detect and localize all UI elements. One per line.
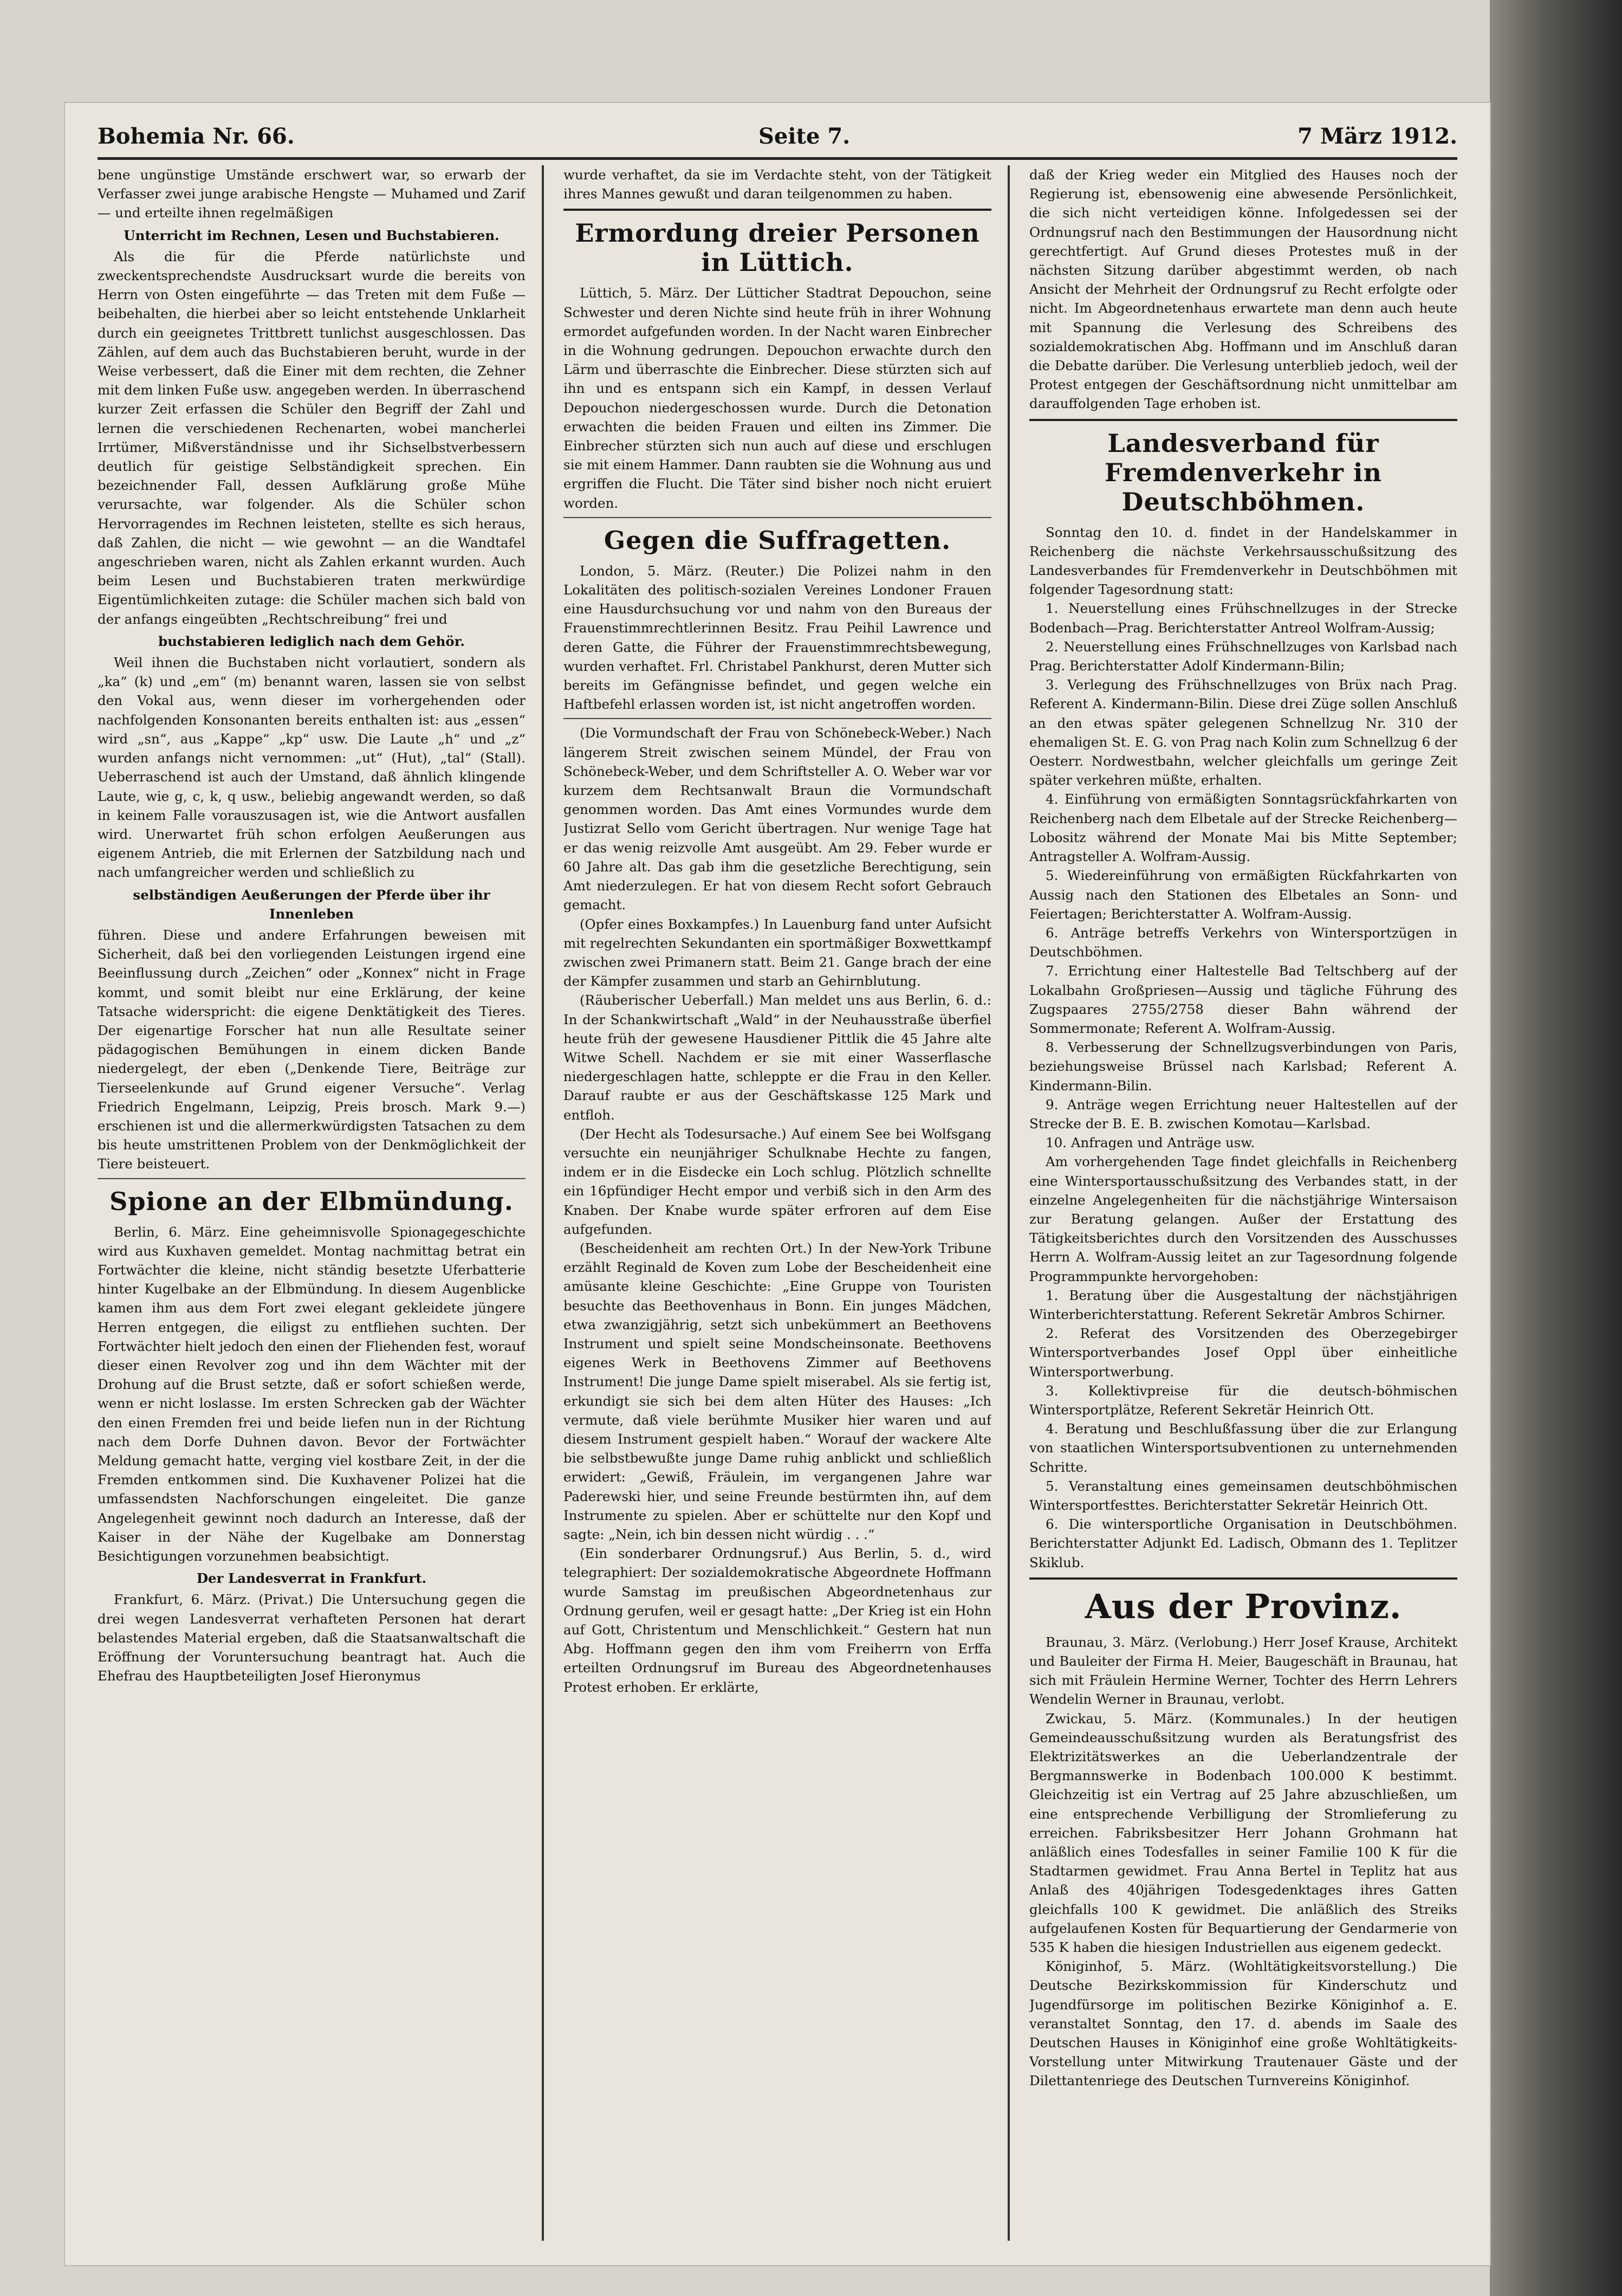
agenda-list [1029, 1286, 1457, 1572]
column-3 [1029, 165, 1457, 2241]
article-text: wurde verhaftet, da sie im Verdachte steht, von der Tätigkeit ihres Mannes gewußt und daran teilgenommen zu haben. [563, 167, 991, 202]
article-text: (Opfer eines Boxkampfes.) In Lauenburg fand unter Aufsicht mit regelrechten Sekundanten ein sportmäßiger Boxwettkampf zwischen zwei Primanern statt. Beim 21. Gange brach der eine der Kämpfer zusammen und starb an Gehirnblutung. [563, 916, 991, 989]
agenda-item: 8. Verbesserung der Schnellzugsverbindungen von Paris, beziehungsweise Brüssel nach Karlsbad; Referent A. Kindermann-Bilin. [1029, 1039, 1457, 1094]
masthead-issue: Bohemia Nr. 66. [98, 124, 295, 149]
article-text: Weil ihnen die Buchstaben nicht vorlautiert, sondern als „ka“ (k) und „em“ (m) benannt waren, lassen sie von selbst den Vokal aus, wenn dieser im vorhergehenden oder nachfolgenden Konsonanten bereits enthalten ist: aus „essen“ wird „sn“, aus „Kappe“ „kp“ usw. Die Laute „h“ und „z“ wurden anfangs nicht vernommen: „ut“ (Hut), „tal“ (Stall). Ueberraschend ist auch der Umstand, daß ähnlich klingende Laute, wie g, c, k, q usw., beliebig angewandt werden, so daß in keinem Falle vorauszusagen ist, wie die Antwort ausfallen wird. Unerwartet früh schon erfolgen Aeußerungen aus eigenem Antrieb, die mit Erlernen der Satzbildung nach und nach umfangreicher werden und schließlich zu [98, 655, 525, 881]
divider [1029, 1577, 1457, 1580]
column-1 [98, 165, 525, 2241]
subheading: Der Landesverrat in Frankfurt. [196, 1570, 427, 1587]
subheading: Unterricht im Rechnen, Lesen und Buchstabieren. [124, 227, 499, 243]
agenda-item: 4. Einführung von ermäßigten Sonntagsrückfahrkarten von Reichenberg nach dem Elbetale auf der Strecke Reichenberg—Lobositz während der Monate Mai bis Mitte September; Antragsteller A. Wolfram-Aussig. [1029, 791, 1457, 865]
agenda-item: 2. Referat des Vorsitzenden des Oberzegebirger Wintersportverbandes Josef Oppl über einheitliche Wintersportwerbung. [1029, 1325, 1457, 1380]
agenda-item: 9. Anträge wegen Errichtung neuer Haltestellen auf der Strecke der B. E. B. zwischen Komotau—Karlsbad. [1029, 1096, 1457, 1131]
article-text: Am vorhergehenden Tage findet gleichfalls in Reichenberg eine Wintersportausschußsitzung des Verbandes statt, in der einzelne Angelegenheiten für die nächstjährige Wintersaison zur Beratung gelangen. Außer der Erstattung des Tätigkeitsberichtes durch den Vorsitzenden des Ausschusses Herrn A. Wolfram-Aussig leitet an zur Tagesordnung folgende Programmpunkte hervorgehoben: [1029, 1154, 1457, 1284]
agenda-item: 7. Errichtung einer Haltestelle Bad Teltschberg auf der Lokalbahn Großpriesen—Aussig und tägliche Führung des Zugspaares 2755/2758 dieser Bahn während der Sommermonate; Referent A. Wolfram-Aussig. [1029, 963, 1457, 1036]
column-rule [1008, 165, 1010, 2241]
subheading: buchstabieren lediglich nach dem Gehör. [158, 633, 465, 649]
divider [98, 1178, 525, 1179]
article-text: Als die für die Pferde natürlichste und zweckentsprechendste Ausdrucksart wurde die bereits von Herrn von Osten eingeführte — das Treten mit dem Fuße — beibehalten, die hierbei aber so leicht entstehende Unklarheit durch ein geeignetes Trittbrett tunlichst ausgeschlossen. Das Zählen, auf dem auch das Buchstabieren beruht, wurde in der Weise verbessert, daß die Einer mit dem rechten, die Zehner mit dem linken Fuße usw. angegeben werden. In überraschend kurzer Zeit erfassen die Schüler den Begriff der Zahl und lernen die verschiedenen Rechenarten, wobei mancherlei Irrtümer, Mißverständnisse und ihr Sichselbstverbessern deutlich für geistige Selbständigkeit sprechen. Ein bezeichnender Fall, dessen Aufklärung große Mühe verursachte, war folgender. Als die Schüler schon Hervorragendes im Rechnen leisteten, stellte es sich heraus, daß Zahlen, die nicht — wie gewohnt — an die Wandtafel angeschrieben waren, nicht als Zahlen erkannt wurden. Auch beim Lesen und Buchstabieren traten merkwürdige Eigentümlichkeiten zutage: die Schüler machen sich bald von der anfangs eingeübten „Rechtschreibung“ frei und [98, 248, 525, 627]
article-headline: Ermordung dreier Personen in Lüttich. [575, 218, 980, 277]
agenda-item: 6. Anträge betreffs Verkehrs von Wintersportzügen in Deutschböhmen. [1029, 924, 1457, 960]
article-text: bene ungünstige Umstände erschwert war, so erwarb der Verfasser zwei junge arabische Hengste — Muhamed und Zarif — und erteilte ihnen regelmäßigen [98, 167, 525, 221]
article-text: (Der Hecht als Todesursache.) Auf einem See bei Wolfsgang versuchte ein neunjähriger Schulknabe Hechte zu fangen, indem er in die Eisdecke ein Loch schlug. Plötzlich schnellte ein 16pfündiger Hecht empor und verbiß sich in den Arm des Knaben. Der Knabe wurde später erfroren auf dem Eise aufgefunden. [563, 1126, 991, 1237]
article-text: Sonntag den 10. d. findet in der Handelskammer in Reichenberg die nächste Verkehrsausschußsitzung des Landesverbandes für Fremdenverkehr in Deutschböhmen mit folgender Tagesordnung statt: [1029, 524, 1457, 598]
page-number: Seite 7. [758, 124, 851, 149]
article-text: Lüttich, 5. März. Der Lütticher Stadtrat Depouchon, seine Schwester und deren Nichte sind heute früh in ihrer Wohnung ermordet aufgefunden worden. In der Nacht waren Einbrecher in die Wohnung gedrungen. Depouchon erwachte durch den Lärm und überraschte die Einbrecher. Diese stürzten sich auf ihn und es entspann sich ein Kampf, in dessen Verlauf Depouchon niedergeschossen wurde. Durch die Detonation erwachten die beiden Frauen und eilten ins Zimmer. Die Einbrecher stürzten sich nun auch auf diese und erschlugen sie mit einem Hammer. Dann raubten sie die Wohnung aus und ergriffen die Flucht. Die Täter sind bisher noch nicht eruiert worden. [563, 285, 991, 511]
divider [1029, 419, 1457, 421]
article-text: (Räuberischer Ueberfall.) Man meldet uns aus Berlin, 6. d.: In der Schankwirtschaft „Wald“ in der Neuhausstraße überfiel heute früh der gewesene Hausdiener Pittlik die 45 Jahre alte Witwe Schell. Nachdem er sie mit einer Wasserflasche niedergeschlagen hatte, schleppte er die Frau in den Keller. Darauf raubte er aus der Geschäftskasse 125 Mark und entfloh. [563, 992, 991, 1123]
article-text: Frankfurt, 6. März. (Privat.) Die Untersuchung gegen die drei wegen Landesverrat verhafteten Personen hat derart belastendes Material ergeben, daß die Staatsanwaltschaft die Eröffnung der Voruntersuchung beantragt hat. Auch die Ehefrau des Hauptbeteiligten Josef Hieronymus [98, 1592, 525, 1684]
article-text: Berlin, 6. März. Eine geheimnisvolle Spionagegeschichte wird aus Kuxhaven gemeldet. Montag nachmittag betrat ein Fortwächter die kleine, nicht ständig besetzte Uferbatterie hinter Kugelbake an der Elbmündung. In diesem Augenblicke kamen ihm aus dem Fort zwei elegant gekleidete jüngere Herren entgegen, die eiligst zu entfliehen suchten. Der Fortwächter hielt jedoch den einen der Fliehenden fest, worauf dieser einen Revolver zog und ihn dem Wächter mit der Drohung auf die Brust setzte, daß er sofort schießen werde, wenn er nicht loslasse. Im ersten Schrecken gab der Wächter den einen Fremden frei und beide liefen nun in der Richtung nach dem Dorfe Duhnen davon. Bevor der Fortwächter Meldung gemacht hatte, verging viel kostbare Zeit, in der die Fremden entkommen sind. Die Kuxhavener Polizei hat die umfassendsten Nachforschungen eingeleitet. Die ganze Angelegenheit gewinnt noch dadurch an Interesse, daß der Kaiser in der Nähe der Kugelbake am Donnerstag Besichtigungen vorzunehmen beabsichtigt. [98, 1224, 525, 1564]
agenda-item: 5. Veranstaltung eines gemeinsamen deutschböhmischen Wintersportfesttes. Berichterstatter Sekretär Heinrich Ott. [1029, 1478, 1457, 1513]
agenda-item: 3. Kollektivpreise für die deutsch-böhmischen Wintersportplätze, Referent Sekretär Heinrich Ott. [1029, 1382, 1457, 1418]
agenda-item: 6. Die wintersportliche Organisation in Deutschböhmen. Berichterstatter Adjunkt Ed. Ladisch, Obmann des 1. Teplitzer Skiklub. [1029, 1516, 1457, 1570]
agenda-item: 3. Verlegung des Frühschnellzuges von Brüx nach Prag. Referent A. Kindermann-Bilin. Diese drei Züge sollen Anschluß an den etwas später gelegenen Schnellzug Nr. 310 der ehemaligen St. E. G. von Prag nach Kolin zum Schnellzug 6 der Oesterr. Nordwestbahn, welcher gleichfalls um geringe Zeit später verkehren müßte, erhalten. [1029, 677, 1457, 788]
subheading: selbständigen Aeußerungen der Pferde über ihr Innenleben [133, 887, 490, 922]
article-text: (Bescheidenheit am rechten Ort.) In der New-York Tribune erzählt Reginald de Koven zum Lobe der Bescheidenheit eine amüsante kleine Geschichte: „Eine Gruppe von Touristen besuchte das Beethovenhaus in Bonn. Ein junges Mädchen, etwa zwanzigjährig, setzt sich unbekümmert an Beethovens Instrument und spielt seine Mondscheinsonate. Beethovens eigenes Werk in Beethovens Zimmer auf Beethovens Instrument! Die junge Dame spielt miserabel. Als sie fertig ist, erkundigt sie sich bei dem alten Hüter des Hauses: „Ich vermute, daß viele berühmte Musiker hier waren und auf diesem Instrument gespielt haben.“ Worauf der wackere Alte bie selbstbewußte junge Dame ruhig anblickt und schließlich erwidert: „Gewiß, Fräulein, im vergangenen Jahre war Paderewski hier, und seine Freunde bestürmten ihn, auf dem Instrumente zu spielen. Aber er schüttelte nur den Kopf und sagte: „Nein, ich bin dessen nicht würdig . . .“ [563, 1240, 991, 1542]
divider [563, 209, 991, 211]
agenda-item: 1. Neuerstellung eines Frühschnellzuges in der Strecke Bodenbach—Prag. Berichterstatter Antreol Wolfram-Aussig; [1029, 600, 1457, 636]
article-text: Braunau, 3. März. (Verlobung.) Herr Josef Krause, Architekt und Bauleiter der Firma H. Meier, Baugeschäft in Braunau, hat sich mit Fräulein Hermine Werner, Tochter des Herrn Lehrers Wendelin Werner in Braunau, verlobt. [1029, 1634, 1457, 1708]
agenda-item: 1. Beratung über die Ausgestaltung der nächstjährigen Winterberichterstattung. Referent Sekretär Ambros Schirner. [1029, 1287, 1457, 1322]
article-text: (Ein sonderbarer Ordnungsruf.) Aus Berlin, 5. d., wird telegraphiert: Der sozialdemokratische Abgeordnete Hoffmann wurde Samstag im preußischen Abgeordnetenhaus zur Ordnung gerufen, weil er gesagt hatte: „Der Krieg ist ein Hohn auf Gott, Christentum und Menschlichkeit.“ Gestern hat nun Abg. Hoffmann gegen den ihm vom Freiherrn von Erffa erteilten Ordnungsruf im Bureau des Abgeordnetenhauses Protest erhoben. Er erklärte, [563, 1545, 991, 1695]
article-text: daß der Krieg weder ein Mitglied des Hauses noch der Regierung ist, ebensowenig eine abwesende Persönlichkeit, die sich nicht verteidigen könne. Infolgedessen sei der Ordnungsruf nach den Bestimmungen der Hausordnung nicht gerechtfertigt. Auf Grund dieses Protestes muß in der nächsten Sitzung darüber abgestimmt werden, ob nach Ansicht der Mehrheit der Ordnungsruf zu Recht erfolgte oder nicht. Im Abgeordnetenhaus erwartete man denn auch heute mit Spannung die Verlesung des Schreibens des sozialdemokratischen Abg. Hoffmann und im Anschluß daran die Debatte darüber. Die Verlesung unterblieb jedoch, weil der Protest entgegen der Geschäftsordnung nicht unmittelbar am darauffolgenden Tage erhoben ist. [1029, 167, 1457, 412]
article-text: führen. Diese und andere Erfahrungen beweisen mit Sicherheit, daß bei den vorliegenden Leistungen irgend eine Beeinflussung durch „Zeichen“ oder „Konnex“ nicht in Frage kommt, und somit bleibt nur eine Erklärung, der keine Tatsache widerspricht: die eigene Denktätigkeit des Tieres. Der eigenartige Forscher hat nun alle Resultate seiner pädagogischen Bemühungen in einem dicken Bande niedergelegt, der eben („Denkende Tiere, Beiträge zur Tierseelenkunde auf Grund eigener Versuche“. Verlag Friedrich Engelmann, Leipzig, Preis brosch. Mark 9.—) erschienen ist und die allermerkwürdigsten Tatsachen zu dem bis heute umstrittenen Problem von der Denkmöglichkeit der Tiere beisteuert. [98, 927, 525, 1172]
article-text: (Die Vormundschaft der Frau von Schönebeck-Weber.) Nach längerem Streit zwischen seinem Mündel, der Frau von Schönebeck-Weber, und dem Schriftsteller A. O. Weber war vor kurzem dem Rechtsanwalt Braun die Vormundschaft genommen worden. Das Amt eines Vormundes wurde dem Justizrat Sello vom Gericht übertragen. Nur wenige Tage hat er das wenig reizvolle Amt ausgeübt. Am 29. Feber wurde er 60 Jahre alt. Das gab ihm die gesetzliche Berechtigung, sein Amt niederzulegen. Er hat von diesem Recht sofort Gebrauch gemacht. [563, 725, 991, 913]
column-2 [563, 165, 991, 2241]
column-rule [542, 165, 544, 2241]
agenda-item: 5. Wiedereinführung von ermäßigten Rückfahrkarten von Aussig nach den Stationen des Elbetales an Sonn- und Feiertagen; Berichterstatter A. Wolfram-Aussig. [1029, 868, 1457, 922]
article-headline: Spione an der Elbmündung. [109, 1186, 514, 1216]
article-text: Königinhof, 5. März. (Wohltätigkeitsvorstellung.) Die Deutsche Bezirkskommission für Kinderschutz und Jugendfürsorge im politischen Bezirke Königinhof a. E. veranstaltet Sonntag, den 17. d. abends im Saale des Deutschen Hauses in Königinhof eine große Wohltätigkeits-Vorstellung unter Mitwirkung Trautenauer Gäste und der Dilettantenriege des Deutschen Turnvereins Königinhof. [1029, 1958, 1457, 2089]
issue-date: 7 März 1912. [1297, 124, 1457, 149]
divider [563, 517, 991, 518]
article-text: Zwickau, 5. März. (Kommunales.) In der heutigen Gemeindeausschußsitzung wurden als Beratungsfrist des Elektrizitätswerkes an die Ueberlandzentrale der Bergmannswerke in Bodenbach 100.000 K bestimmt. Gleichzeitig ist ein Vertrag auf 25 Jahre abzuschließen, um eine entsprechende Verbilligung der Stromlieferung zu erreichen. Fabriksbesitzer Herr Johann Grohmann hat anläßlich eines Todesfalles in seiner Familie 100 K für die Stadtarmen gewidmet. Frau Anna Bertel in Teplitz hat aus Anlaß des 40jährigen Todesgedenktages ihres Gatten gleichfalls 100 K gewidmet. Die anläßlich des Streiks aufgelaufenen Kosten für Bequartierung der Gendarmerie von 535 K haben die hiesigen Industriellen aus eigenem gedeckt. [1029, 1710, 1457, 1956]
article-headline: Landesverband für Fremdenverkehr in Deutschböhmen. [1105, 428, 1382, 516]
article-headline: Gegen die Suffragetten. [604, 525, 951, 555]
divider [563, 718, 991, 719]
newspaper-page [65, 103, 1490, 2265]
section-headline: Aus der Provinz. [1085, 1586, 1402, 1626]
agenda-item: 4. Beratung und Beschlußfassung über die zur Erlangung von staatlichen Wintersportsubventionen zu unternehmenden Schritte. [1029, 1421, 1457, 1475]
agenda-item: 10. Anfragen und Anträge usw. [1046, 1135, 1255, 1151]
binding-edge [1490, 0, 1622, 2296]
agenda-item: 2. Neuerstellung eines Frühschnellzuges von Karlsbad nach Prag. Berichterstatter Adolf Kindermann-Bilin; [1029, 638, 1457, 674]
article-text: London, 5. März. (Reuter.) Die Polizei nahm in den Lokalitäten des politisch-sozialen Vereines Londoner Frauen eine Hausdurchsuchung vor und nahm von den Bureaus der Frauenstimmrechtlerinnen Besitz. Frau Peihil Lawrence und deren Gatte, die Führer der Frauenstimmrechtsbewegung, wurden verhaftet. Frl. Christabel Pankhurst, deren Mutter sich bereits im Gefängnisse befindet, und gegen welche ein Haftbefehl erlassen worden ist, ist nicht angetroffen worden. [563, 562, 991, 713]
page-header [98, 119, 1457, 160]
agenda-list [1029, 599, 1457, 1152]
